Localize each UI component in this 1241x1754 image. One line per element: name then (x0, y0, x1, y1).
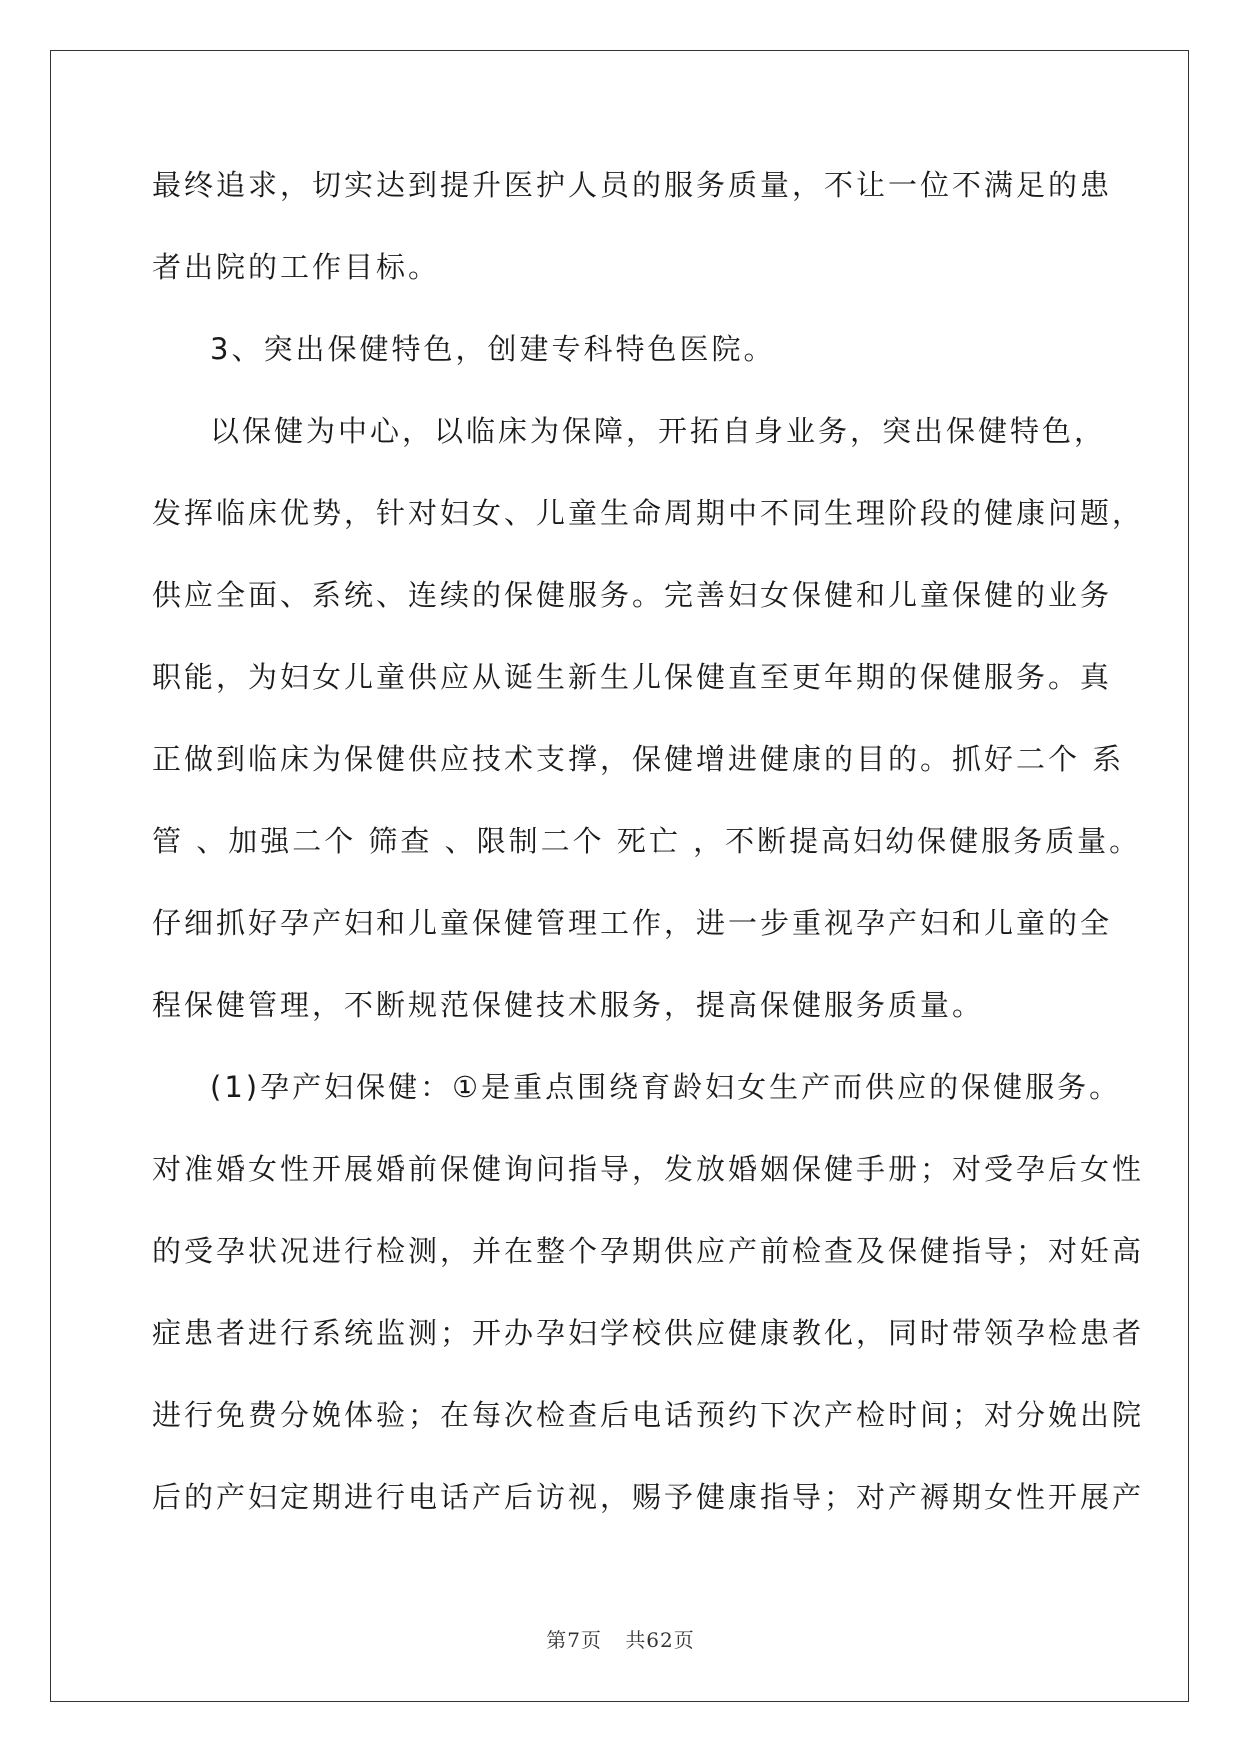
text-line: 者出院的工作目标。 (152, 250, 441, 284)
text-line: 的受孕状况进行检测，并在整个孕期供应产前检查及保健指导；对妊高 (152, 1234, 1145, 1268)
text-line: 供应全面、系统、连续的保健服务。完善妇女保健和儿童保健的业务 (152, 578, 1113, 612)
text-line: 职能，为妇女儿童供应从诞生新生儿保健直至更年期的保健服务。真 (152, 660, 1113, 694)
page-footer (0, 1624, 1241, 1653)
text-line: 后的产妇定期进行电话产后访视，赐予健康指导；对产褥期女性开展产 (152, 1480, 1145, 1514)
page-number: 第7页 (546, 1628, 602, 1652)
text-line: 发挥临床优势，针对妇女、儿童生命周期中不同生理阶段的健康问题， (152, 496, 1145, 530)
text-line: 管 、加强二个 筛查 、限制二个 死亡 ，不断提高妇幼保健服务质量。 (152, 824, 1142, 858)
text-line: 对准婚女性开展婚前保健询问指导，发放婚姻保健手册；对受孕后女性 (152, 1152, 1145, 1186)
text-line: 症患者进行系统监测；开办孕妇学校供应健康教化，同时带领孕检患者 (152, 1316, 1145, 1350)
document-body (152, 160, 1145, 1554)
paragraph-start: (1)孕产妇保健：①是重点围绕育龄妇女生产而供应的保健服务。 (210, 1070, 1122, 1104)
section-heading: 3、突出保健特色，创建专科特色医院。 (210, 332, 776, 366)
text-line: 最终追求，切实达到提升医护人员的服务质量，不让一位不满足的患 (152, 168, 1113, 202)
page-total: 共62页 (625, 1628, 695, 1652)
text-line: 进行免费分娩体验；在每次检查后电话预约下次产检时间；对分娩出院 (152, 1398, 1145, 1432)
text-line: 程保健管理，不断规范保健技术服务，提高保健服务质量。 (152, 988, 985, 1022)
paragraph-start: 以保健为中心，以临床为保障，开拓自身业务，突出保健特色， (210, 414, 1107, 448)
text-line: 正做到临床为保健供应技术支撑，保健增进健康的目的。抓好二个 系 (152, 742, 1125, 776)
text-line: 仔细抓好孕产妇和儿童保健管理工作，进一步重视孕产妇和儿童的全 (152, 906, 1113, 940)
